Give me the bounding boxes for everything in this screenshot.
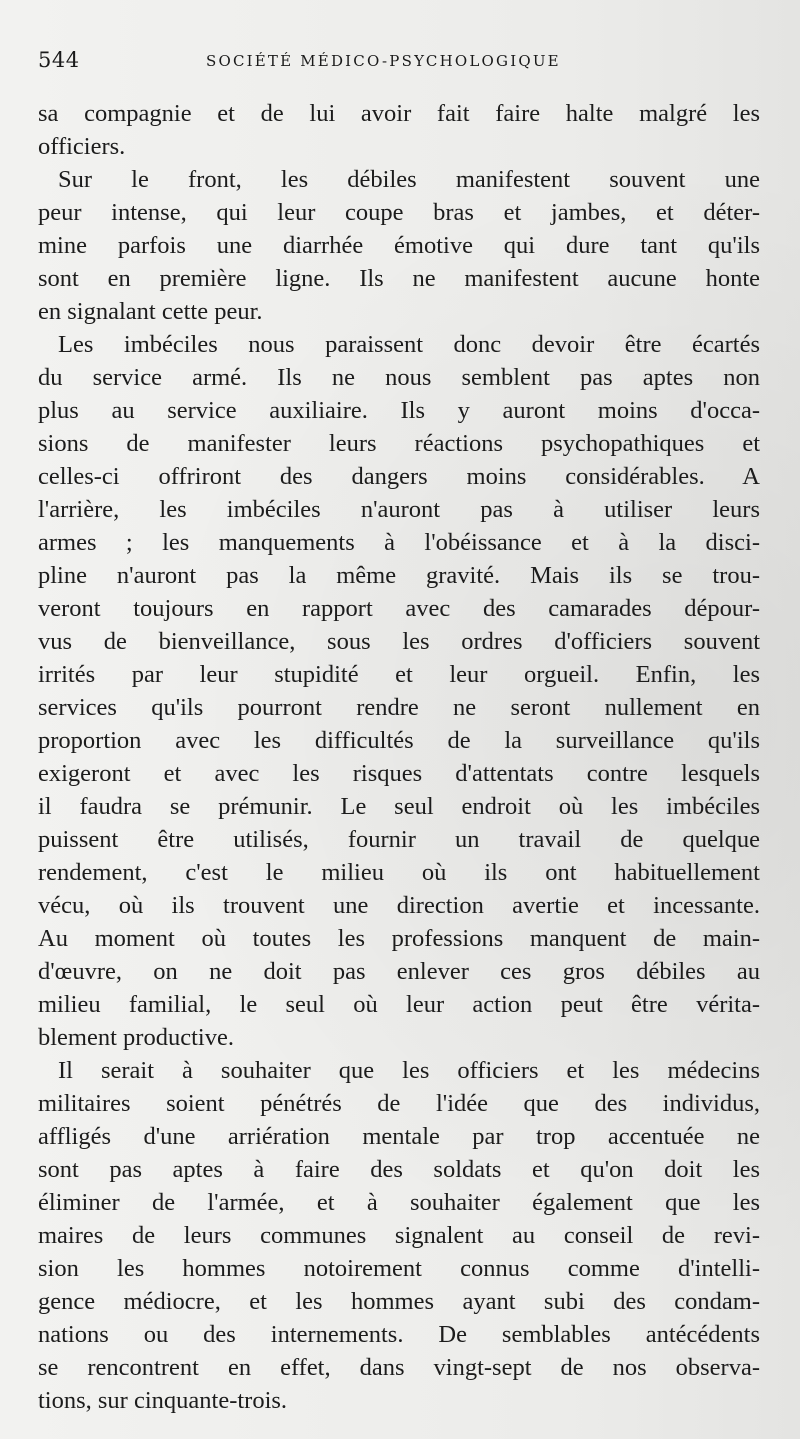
text-line: sont en première ligne. Ils ne manifestent aucune honte — [38, 265, 760, 292]
text-line: gence médiocre, et les hommes ayant subi des condam- — [38, 1288, 760, 1315]
text-line: Au moment où toutes les professions manquent de main- — [38, 925, 760, 952]
text-line: celles-ci offriront des dangers moins considérables. A — [38, 463, 760, 490]
text-line: du service armé. Ils ne nous semblent pas aptes non — [38, 364, 760, 391]
text-line: irrités par leur stupidité et leur orgueil. Enfin, les — [38, 661, 760, 688]
text-line: exigeront et avec les risques d'attentats contre lesquels — [38, 760, 760, 787]
text-line: armes ; les manquements à l'obéissance et à la disci- — [38, 529, 760, 556]
page-number: 544 — [38, 48, 80, 72]
text-line: officiers. — [38, 133, 126, 160]
text-line: l'arrière, les imbéciles n'auront pas à utiliser leurs — [38, 496, 760, 523]
text-line: maires de leurs communes signalent au conseil de revi- — [38, 1222, 760, 1249]
text-line: vus de bienveillance, sous les ordres d'officiers souvent — [38, 628, 760, 655]
body-text — [38, 97, 760, 1417]
text-line: milieu familial, le seul où leur action peut être vérita- — [38, 991, 760, 1018]
text-line: plus au service auxiliaire. Ils y auront moins d'occa- — [38, 397, 760, 424]
text-line: proportion avec les difficultés de la surveillance qu'ils — [38, 727, 760, 754]
text-line: pline n'auront pas la même gravité. Mais ils se trou- — [38, 562, 760, 589]
text-line: d'œuvre, on ne doit pas enlever ces gros débiles au — [38, 958, 760, 985]
text-line: vécu, où ils trouvent une direction avertie et incessante. — [38, 892, 760, 919]
text-line: en signalant cette peur. — [38, 298, 263, 325]
text-line: tions, sur cinquante-trois. — [38, 1387, 288, 1414]
running-title: SOCIÉTÉ MÉDICO-PSYCHOLOGIQUE — [206, 52, 561, 70]
text-line: affligés d'une arriération mentale par trop accentuée ne — [38, 1123, 760, 1150]
text-line: mine parfois une diarrhée émotive qui dure tant qu'ils — [38, 232, 760, 259]
text-line: se rencontrent en effet, dans vingt-sept de nos observa- — [38, 1354, 760, 1381]
paragraph — [38, 1054, 760, 1417]
text-line: éliminer de l'armée, et à souhaiter également que les — [38, 1189, 760, 1216]
text-line: sont pas aptes à faire des soldats et qu'on doit les — [38, 1156, 760, 1183]
paragraph — [38, 328, 760, 1054]
text-line: nations ou des internements. De semblables antécédents — [38, 1321, 760, 1348]
text-line: blement productive. — [38, 1024, 234, 1051]
text-line: Sur le front, les débiles manifestent souvent une — [58, 166, 760, 193]
text-line: il faudra se prémunir. Le seul endroit où les imbéciles — [38, 793, 760, 820]
text-line: Les imbéciles nous paraissent donc devoir être écartés — [58, 331, 760, 358]
paragraph — [38, 163, 760, 328]
text-line: veront toujours en rapport avec des camarades dépour- — [38, 595, 760, 622]
text-line: Il serait à souhaiter que les officiers et les médecins — [58, 1057, 760, 1084]
text-line: puissent être utilisés, fournir un travail de quelque — [38, 826, 760, 853]
text-line: sions de manifester leurs réactions psychopathiques et — [38, 430, 760, 457]
text-line: sion les hommes notoirement connus comme d'intelli- — [38, 1255, 760, 1282]
text-line: rendement, c'est le milieu où ils ont habituellement — [38, 859, 760, 886]
text-line: peur intense, qui leur coupe bras et jambes, et déter- — [38, 199, 760, 226]
text-line: services qu'ils pourront rendre ne seront nullement en — [38, 694, 760, 721]
paragraph — [38, 97, 760, 163]
page-header — [38, 48, 758, 74]
text-line: sa compagnie et de lui avoir fait faire halte malgré les — [38, 100, 760, 127]
text-line: militaires soient pénétrés de l'idée que des individus, — [38, 1090, 760, 1117]
